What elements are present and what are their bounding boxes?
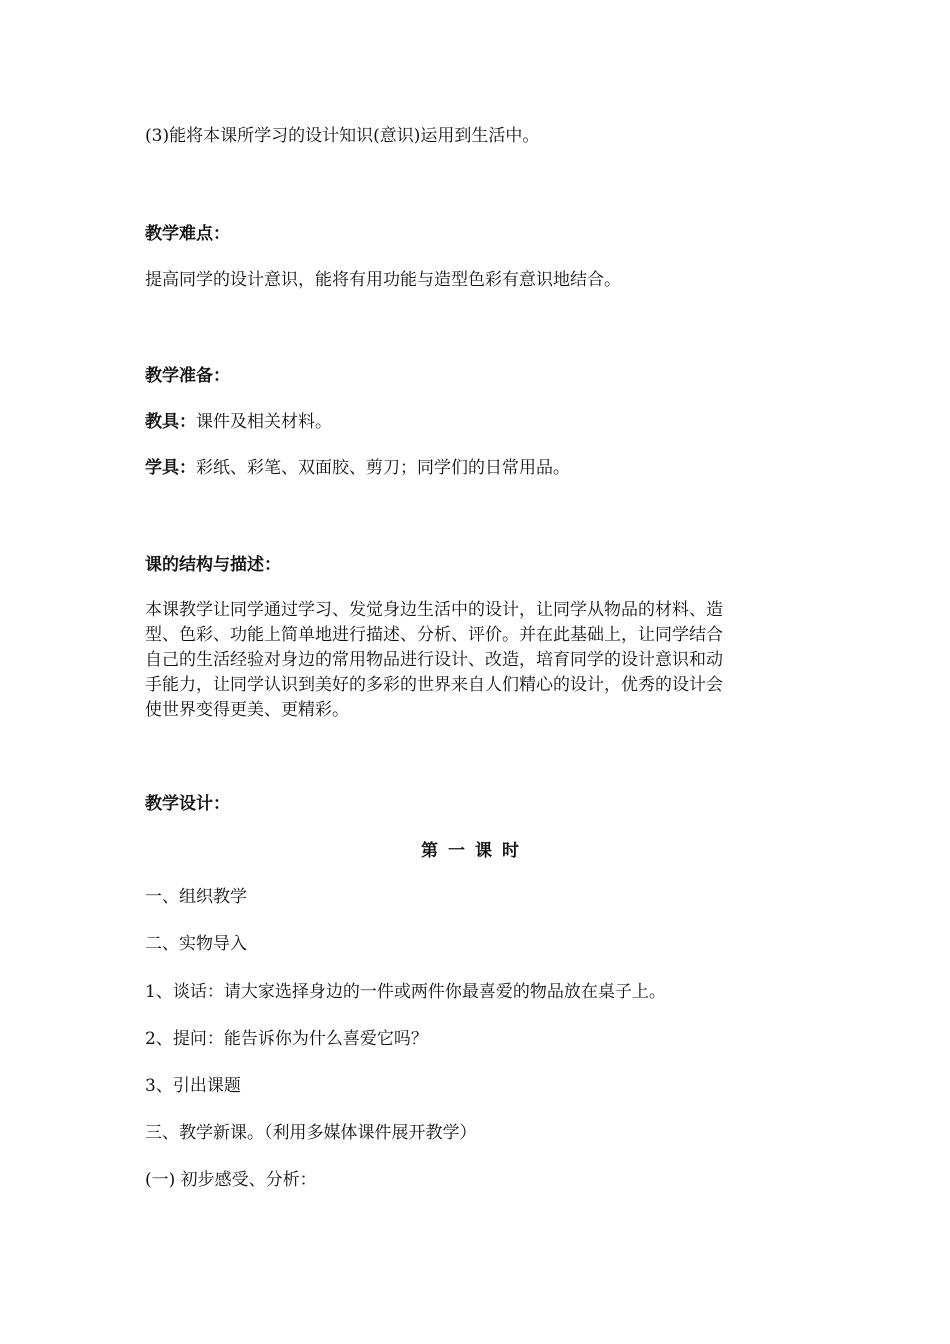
student-tools [145,456,570,480]
structure-line: 型、色彩、功能上简单地进行描述、分析、评价。并在此基础上，让同学结合 [145,625,723,645]
difficulty-heading: 教学难点： [145,224,230,244]
structure-line: 使世界变得更美、更精彩。 [145,700,349,720]
step-item: 二、实物导入 [145,934,247,954]
structure-line: 自己的生活经验对身边的常用物品进行设计、改造，培育同学的设计意识和动 [145,650,723,670]
step-item: 3、引出课题 [145,1076,241,1096]
step-item: 三、教学新课。（利用多媒体课件展开教学） [145,1123,477,1143]
step-item: (一) 初步感受、分析： [145,1170,317,1190]
step-item: 1、谈话：请大家选择身边的一件或两件你最喜爱的物品放在桌子上。 [145,982,666,1002]
student-tools-label: 学具： [145,458,196,478]
structure-heading: 课的结构与描述： [145,555,281,575]
objective-3: (3)能将本课所学习的设计知识(意识)运用到生活中。 [145,126,540,146]
structure-line: 本课教学让同学通过学习、发觉身边生活中的设计，让同学从物品的材料、造 [145,600,723,620]
design-heading: 教学设计： [145,794,230,814]
step-item: 2、提问：能告诉你为什么喜爱它吗？ [145,1029,428,1049]
structure-line: 手能力，让同学认识到美好的多彩的世界来自人们精心的设计，优秀的设计会 [145,675,723,695]
preparation-heading: 教学准备： [145,366,230,386]
step-item: 一、组织教学 [145,887,247,907]
difficulty-text: 提高同学的设计意识，能将有用功能与造型色彩有意识地结合。 [145,270,621,290]
teacher-tools [145,410,332,434]
student-tools-text: 彩纸、彩笔、双面胶、剪刀；同学们的日常用品。 [196,458,570,478]
lesson-title: 第一课时 [421,841,529,861]
teacher-tools-label: 教具： [145,412,196,432]
structure-paragraph [145,598,805,723]
teacher-tools-text: 课件及相关材料。 [196,412,332,432]
